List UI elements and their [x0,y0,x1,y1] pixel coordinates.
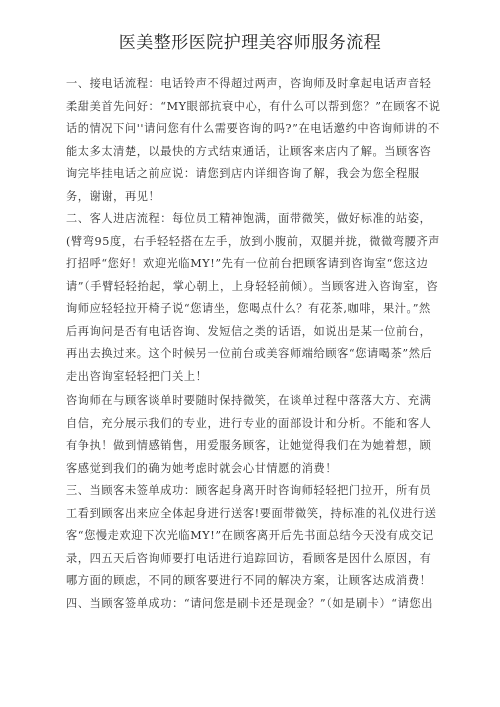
paragraph-customer-arrival: 二、客人进店流程：每位员工精神饱满，面带微笑，做好标准的站姿，(臂弯95度，右手轻轻搭在左手，放到小腹前，双腿并拢，微微弯腰齐声打招呼“您好！欢迎光临MY!”先有一位前台把顾客请到咨询室“您这边请”（手臂轻轻抬起，掌心朝上，上身轻轻前倾）。当顾客进入咨询室，咨询师应轻轻拉开椅子说“您请坐，您喝点什么？有花茶,咖啡，果汁。”然后再询问是否有电话咨询、发短信之类的话语，如说出是某一位前台，再出去换过来。这个时候另一位前台或美容师端给顾客“您请喝茶”然后走出咨询室轻轻把门关上！ [66,212,441,383]
document-title: 医美整形医院护理美容师服务流程 [118,33,382,53]
paragraph-phone-reception: 一、接电话流程：电话铃声不得超过两声，咨询师及时拿起电话声音轻柔甜美首先问好：“MY眼部抗衰中心，有什么可以帮到您？”在顾客不说话的情况下问''请问您有什么需要咨询的吗?”在电话邀约中咨询师讲的不能太多太清楚，以最快的方式结束通话，让顾客来店内了解。当顾客咨询完毕挂电话之前应说：请您到店内详细咨询了解，我会为您全程服务，谢谢，再见！ [66,77,441,203]
paragraph-no-deal: 三、当顾客未签单成功：顾客起身离开时咨询师轻轻把门拉开，所有员工看到顾客出来应全体起身进行送客!要面带微笑，持标准的礼仪进行送客“您慢走欢迎下次光临MY!”在顾客离开后先书面总结今天没有成交记录，四五天后咨询师要打电话进行追踪回访，看顾客是因什么原因，有哪方面的顾虑，不同的顾客要进行不同的解决方案，让顾客达成消费！ [66,484,437,587]
document-body [66,73,442,615]
paragraph-deal-success: 四、当顾客签单成功：“请问您是刷卡还是现金？”（如是刷卡）“请您出 [66,596,433,610]
paragraph-consultation: 咨询师在与顾客谈单时要随时保持微笑，在谈单过程中落落大方、充满自信，充分展示我们的专业，进行专业的面部设计和分析。不能和客人有争执！做到情感销售，用爱服务顾客，让她觉得我们在为她着想，顾客感觉到我们的确为她考虑时就会心甘情愿的消费！ [66,394,432,475]
